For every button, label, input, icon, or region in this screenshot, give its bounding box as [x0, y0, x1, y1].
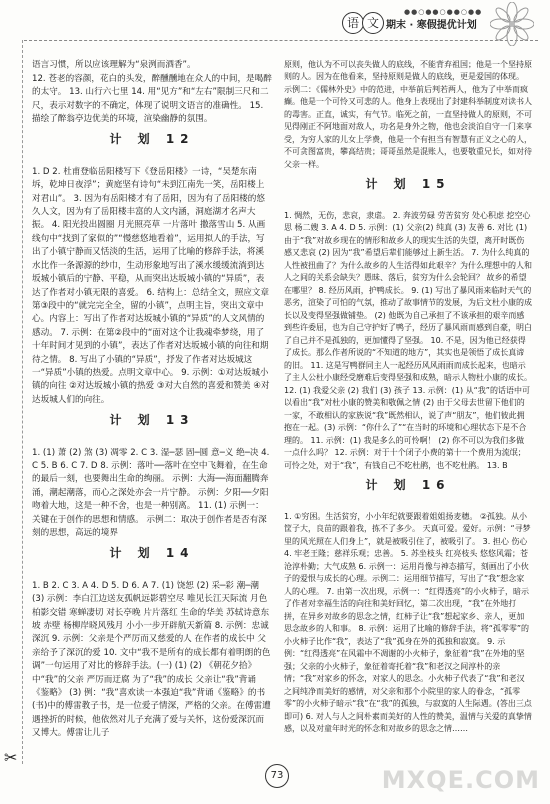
section-heading-plan-16: 计 划 16 — [365, 478, 451, 492]
answer-block-plan-16: 1. ①穷困。生活贫穷，小小年纪就要跟着姐姐扬麦穗。 ②孤独。从小筐子大，良苗的跟着我，拣不了多少。 天真可爱。爱好。示例：“寻梦里的风光照在人们身上”，就是被吸引住了，被吸引了。 3. 担心 伤心 4. 牢老王隆；慈祥乐观；忠善。 5. 苏坐枝头 红亮枝头 悠悠风霜；苍沧淳朴勤；大气成熟 6. 示例一：运用肖像与神态描写，刻画出了小伙子的爱恨与成长的心理。示例二：运用细节描写，写出了“我”想念家人的心理。 7. 由第一次出现，示例一：“红得透亮”的小火柿子，暗示了作者对幸福生活的向往和美好回忆，第二次出现，“我”在外地打拼，在异乡对故乡的思念之情，红柿子让“我”想起家乡、亲人，更加思念故乡的人和事。 8. 示例：运用了比喻的修辞手法，将“孤零零”的小火柿子比作“我”，表达了“我”孤身在外的孤独和寂寞。 9. 示例：“红得透亮”在风霜中不凋谢的小火柿子，象征着“我”在外地的坚强；父亲的小火柿子，象征着寄托着“我”和老汉之间淳朴的亲情；“我”对家乡的怀念，对家人的思念。小火柿子代表了“我”和老汉之间纯净而美好的感情，对父亲和那个小院里的家人的眷念，“孤零零”的小火柿子暗示“我”在“我”的孤独，与寂寞的人生际遇。(答出三点即可) 6. 对人与人之间朴素而美好的人性的赞美，温情与关爱的真挚情感，以及对童年时光的怀念和对故乡的思念之情…… — [284, 511, 532, 733]
section-heading-plan-13: 计 划 13 — [109, 413, 195, 428]
section-heading-plan-14: 计 划 14 — [109, 546, 195, 561]
watermark: MXQE.COM — [381, 766, 540, 794]
answer-block-intro-right: 原则，他认为不可以丧失做人的底线，不能背弃祖国；他是一个坚持原则的人。因为在他看来，坚持原则是做人的底线，更是爱国的体现。 示例二：《儒林外史》中的范进，中举前后判若两人，他为了中举而疯癫。他是一个可怜又可悲的人。他身上表现出了封建科举制度对读书人的毒害。正直，诚实，有气节。临死之前，一直坚持做人的原则，不可见得刚正不阿地面对敌人，功名是身外之物，他也会淡泊自守一门来享受，为穷人家的儿女上学费，他是一个有担当有智慧有正义之心的人，不可贪图富贵，攀高结贵；哥哥虽然是混账人，也要敬重兄长，如对待父亲一样。 — [284, 59, 532, 169]
section-heading-plan-15: 计 划 15 — [365, 177, 451, 191]
answer-block-plan-15: 1. 惆然，无伤，悲哀，隶虐。 2. 奔波劳碌 劳苦贫穷 处心积虑 挖空心思 杨二嫂 3. A 4. D 5. 示例：(1) 父亲(2) 纯真 (3) 友善 6. 对比 (1) 由于“我”对故乡现在的情形和故乡人的现实生活的失望，离开时既伤感又悲哀 (2) 因为“我”希望后辈们能够过上新生活。 7. 为什么纯真的人性被扭曲了？为什么故乡的人生活得如此艰辛？为什么理想中的人和人之间的关系会缺失？愚昧、落后，贫穷为什么会轮回？ 故乡的希望在哪里？ 8. 经历风雨，护鸭成长。 9. (1) 写出了暴风雨来临时天气的恶劣，渲染了可怕的气氛，推动了故事情节的发展，为后文杜小康的成长以及变得坚强做铺垫。 (2) 他既为自己承担了不该承担的艰辛而感到些许委屈，也为自己守护好了鸭子，经历了暴风雨而感到自豪，明白了自己并不是孤独的，更加懂得了坚强。 10. 不是，因为他已经获得了成长。那么作者所说的“不知道的地方”，其实也是领悟了成长真谛的旧。 11. 这是写鸭群同主人一起经历风风雨雨而成长起来，也暗示了主人公杜小康经受磨难后变得坚强和成熟，暗示人物杜小康的成长。 12. (1) 我爱父亲 (2) 我们 (3) 孩子 13. 示例：(1) 从“我”的话语中可以看出“我”对杜小康的赞美和敬佩之情 (2) 由于父母去世留下他们的一家，不敢相认的家族说“我”既然相认，说了声“朋友”，他们彼此拥抱在一起。(3) 示例：“你什么了”“在当时的环境和心理状态下是不合理的。 11. 示例：(1) 我是多么的可怜啊！ (2) 你不可以为我们多做一点什么吗？ 12. 示例：对于十个闭子小费的第十一个费用为流氓；可怜之处，对于“我”，有钱自己不吃杜鹃，也不吃杜鹃。 13. B — [284, 210, 532, 470]
subject-badge-1: 语 — [342, 12, 364, 34]
cut-line-left — [22, 40, 23, 764]
right-column — [284, 46, 532, 736]
answer-block-plan-12: 1. D 2. 杜甫登临岳阳楼写下《登岳阳楼》一诗，“吴楚东南坼，乾坤日夜浮”；黄庭坚有诗句“未到江南先一笑，岳阳楼上对君山”。 3. 因为有岳阳楼才有了岳阳，因为有了岳阳楼的悠久人文，因为有了岳阳楼丰富的人文内涵，洞庭湖才名声大振。 4. 阳光投出圆圈 月光照亮草 一片落叶 撒落雪山 5. 从画线句中“找到了家似的”“慢慈悠地看着”，运用拟人的手法，写出了小镇宁静而又恬淡的生活，运用了比喻的修辞手法，将溪水比作一条源源的纱巾，生动形象地写出了溪水缓缓流淌到达坂城小镇后的宁静、平稳，从而突出达坂城小镇的“异质”，表达了作者对小镇无限的喜爱。 6. 结构上：总结全文，照应文章第③段中的“就完完全全，留的小镇”，点明主旨，突出文章中心。内容上：写出了作者对达坂城小镇的“异质”的人文风情的感动。 7. 示例：在第②段中的“面对这个让我魂牵梦绕，用了十年时间才见到的小镇”，表达了作者对达坂城小镇的向往和期待之情。 8. 写出了小镇的“异质”，抒发了作者对达坂城这一“异质”小镇的热爱。点明文章中心。 9. 示例：①对达坂城小镇的向往 ②对达坂城小镇的热爱 ③对大自然的喜爱和赞美 ④对达坂城人们的向往。 — [32, 166, 270, 405]
section-heading-plan-12: 计 划 12 — [109, 132, 195, 147]
decorative-dots: ●●○●●○●●○●● — [404, 8, 483, 16]
scissors-icon: ✂ — [4, 748, 18, 767]
answer-block-plan-14: 1. B 2. C 3. A 4. D 5. D 6. A 7. (1) 饶恕 (2) 采─彩 潮─潮 (3) 示例：李白江边送友孤帆远影碧空尽 唯见长江天际流 月色柏影交错 寒蝉凄切 对长亭晚 片片落红 生命的华美 苏轼诗意东坡 赤壁 杨柳岸晓风残月 小小一步开辟航天新篇 8. 示例：忠诚 深沉 9. 示例：父亲是个严厉而又慈爱的人 在作者的成长中 父亲给予了深沉的爱 10. 文中“我不是所有的成长都有着明朗的色调”一句运用了对比的修辞手法。(一) (1) (2) 《朝花夕拾》中“我”的父亲 严厉而迂腐 为了“我”的成长 父亲让“我”背诵《鉴略》 (3) 例：“我”喜欢读一本强迫“我”背诵《鉴略》的书(书)中的傅雷教子书，是一位爱子情深，严格的父亲。在傅雷遭遇挫折的时候，他依然对儿子充满了爱与关怀，这份爱深沉而又博大。傅雷让儿子 — [32, 580, 271, 739]
subject-badge-2: 文 — [362, 12, 384, 34]
page-header — [284, 6, 534, 42]
answer-block-plan-13: 1. (1) 萧 (2) 煞 (3) 凋零 2. C 3. 湿─瑟 固─圆 意─义 绝─决 4. C 5. B 6. C 7. D 8. 示例：落叶──落叶在空中飞舞着，在生命的最后一刻，也要舞出生命的绚丽。 示例：大海──海面翻腾奔涌，潮起潮落，而心之深处亦会一片宁静。 示例：夕阳──夕阳吻着大地，这是一种不舍，也是一种别离。 11. (1) 示例一：关键在于创作的思想和情感。 示例二：取决于创作者是否有深刻的思想，高远的境界 — [32, 447, 270, 538]
flower-icon — [490, 2, 534, 46]
answer-block-intro-left: 语言习惯，所以应该理解为“泉洌而酒香”。 12. 苍老的容颜，花白的头发，醉醺醺地在众人的中间，是喝醉的太守。 13. 山行六七里 14. 用“见方”和“左右”限制三尺和二尺，表示对数字的不确定，体现了说明文语言的准确性。 15. 描绘了醉翁亭边优美的环境，渲染幽静的氛围。 — [32, 60, 272, 125]
header-title: 期末 · 寒假提优计划 — [386, 20, 477, 31]
left-column — [32, 46, 272, 741]
page-number: 73 — [265, 764, 289, 788]
